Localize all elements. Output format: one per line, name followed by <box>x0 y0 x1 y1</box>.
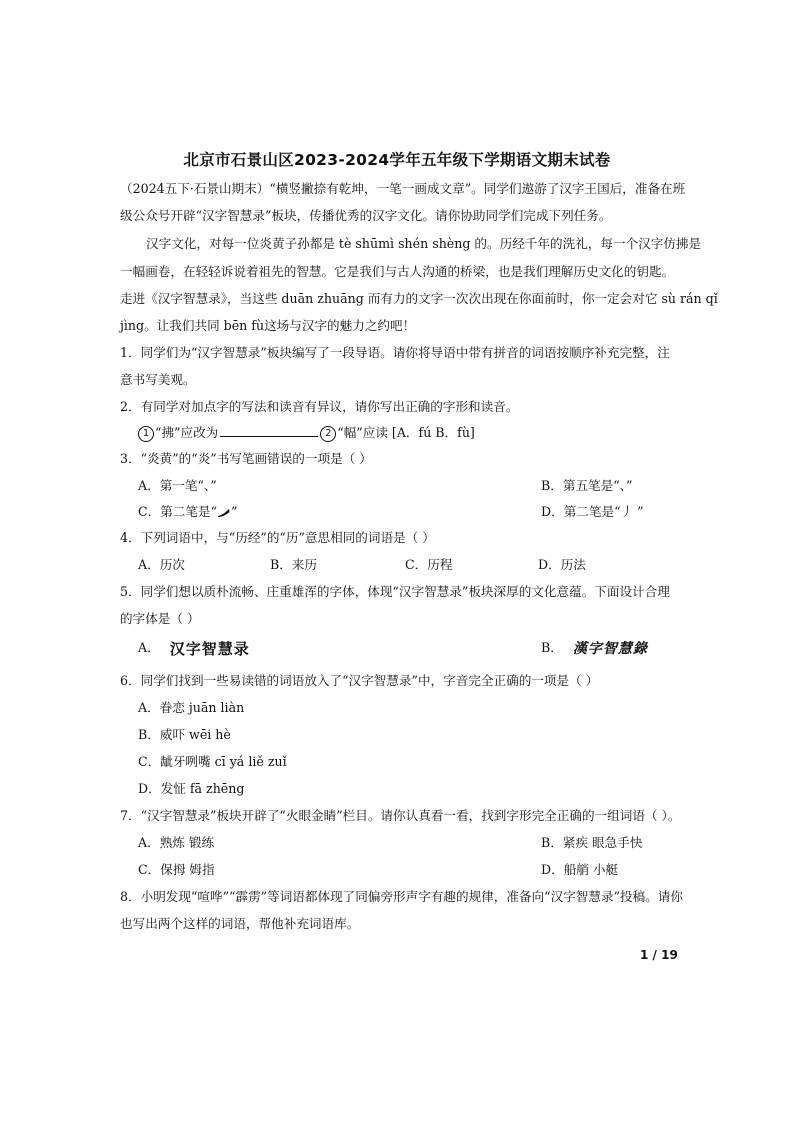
stroke-hook-icon <box>217 507 231 519</box>
intro-line-2: 级公众号开辟“汉字智慧录”板块，传播优秀的汉字文化。请你协助同学们完成下列任务。 <box>120 208 612 223</box>
option-d[interactable]: D．发怔 fā zhēng <box>138 781 245 796</box>
question-1-line-1: 1．同学们为“汉字智慧录”板块编写了一段导语。请你将导语中带有拼音的词语按顺序补充完整，注 <box>120 345 670 360</box>
option-c-suffix: ” <box>231 504 238 519</box>
question-7-options-row-2 <box>138 862 698 878</box>
question-5-line-1: 5．同学们想以质朴流畅、庄重雄浑的字体，体现“汉字智慧录”板块深厚的文化意蕴。下面设计合理 <box>120 584 670 599</box>
option-b[interactable]: B．紧疾 眼急手快 <box>541 835 643 850</box>
question-3-stem: 3．“炎黄”的“炎”书写笔画错误的一项是（ ） <box>120 451 372 466</box>
option-a[interactable]: A．历次 <box>138 557 185 572</box>
passage-line-3: 走进《汉字智慧录》，当这些 duān zhuāng 而有力的文字一次次出现在你面前时，你一定会对它 sù rán qǐ <box>120 291 718 306</box>
passage-line-2: 一幅画卷，在轻轻诉说着祖先的智慧。它是我们与古人沟通的桥梁，也是我们理解历史文化的钥匙。 <box>120 264 675 279</box>
question-8-line-1: 8．小明发现“喧哗”“霹雳”等词语都体现了同偏旁形声字有趣的规律，准备向“汉字智慧录”投稿。请你 <box>120 889 683 904</box>
question-8-line-2: 也写出两个这样的词语，帮他补充词语库。 <box>120 916 360 931</box>
option-b[interactable]: B．来历 <box>270 557 318 572</box>
option-c[interactable]: C．历程 <box>405 557 453 572</box>
question-5-line-2: 的字体是（ ） <box>120 611 200 626</box>
question-2-part-1: “拂”应改为 <box>155 425 219 440</box>
question-4-options <box>138 557 718 573</box>
option-b[interactable]: B．第五笔是“、” <box>541 478 633 493</box>
question-5-options <box>138 640 698 660</box>
question-2-parts <box>138 424 475 442</box>
option-a[interactable]: A．眷恋 juān liàn <box>138 700 245 715</box>
option-d[interactable]: D．船艄 小艇 <box>541 862 619 877</box>
question-4-stem: 4．下列词语中，与“历经”的“历”意思相同的词语是（ ） <box>120 530 435 545</box>
option-c[interactable] <box>138 504 238 519</box>
option-b[interactable] <box>541 640 648 657</box>
option-b[interactable]: B．威吓 wēi hè <box>138 727 231 742</box>
option-c[interactable]: C．保拇 姆指 <box>138 862 215 877</box>
question-6-stem: 6．同学们找到一些易读错的词语放入了“汉字智慧录”中，字音完全正确的一项是（ ） <box>120 673 599 688</box>
question-2-part-2: “幅”应读 [A．fú B．fù] <box>337 425 475 440</box>
question-2-stem: 2．有同学对加点字的写法和读音有异议，请你写出正确的字形和读音。 <box>120 399 519 414</box>
font-sample-b: 漢字智慧錄 <box>572 640 648 657</box>
option-a[interactable]: A．熟炼 锻练 <box>138 835 215 850</box>
question-3-options-row-2 <box>138 504 698 520</box>
option-c-prefix: C．第二笔是“ <box>138 504 218 519</box>
option-a[interactable] <box>138 639 250 658</box>
option-c[interactable]: C．龇牙咧嘴 cī yá liě zuǐ <box>138 754 287 769</box>
question-1-line-2: 意书写美观。 <box>120 372 196 387</box>
answer-blank[interactable] <box>220 424 318 437</box>
font-sample-a: 汉字智慧录 <box>169 639 250 658</box>
question-3-options-row-1 <box>138 478 698 494</box>
page-title: 北京市石景山区2023-2024学年五年级下学期语文期末试卷 <box>183 151 611 169</box>
intro-line-1: （2024五下·石景山期末）“横竖撇捺有乾坤，一笔一画成文章”。同学们遨游了汉字王国后，准备在班 <box>120 181 686 196</box>
option-a-label: A． <box>138 640 160 655</box>
circled-number-1: 1 <box>138 426 154 442</box>
option-b-label: B． <box>541 640 563 655</box>
question-7-stem: 7．“汉字智慧录”板块开辟了“火眼金睛”栏目。请你认真看一看，找到字形完全正确的一组词语（ ）。 <box>120 808 681 823</box>
circled-number-2: 2 <box>320 426 336 442</box>
passage-line-1: 汉字文化，对每一位炎黄子孙都是 tè shūmì shén shèng 的。历经千年的洗礼，每一个汉字仿拂是 <box>146 236 702 251</box>
page-number: 1 / 19 <box>640 948 678 962</box>
passage-line-4: jìng。让我们共同 bēn fù这场与汉字的魅力之约吧！ <box>120 318 416 333</box>
option-d[interactable]: D．历法 <box>538 557 586 572</box>
option-a[interactable]: A．第一笔“、” <box>138 478 217 493</box>
question-7-options-row-1 <box>138 835 698 851</box>
option-d[interactable]: D．第二笔是“丿 ” <box>541 504 644 519</box>
